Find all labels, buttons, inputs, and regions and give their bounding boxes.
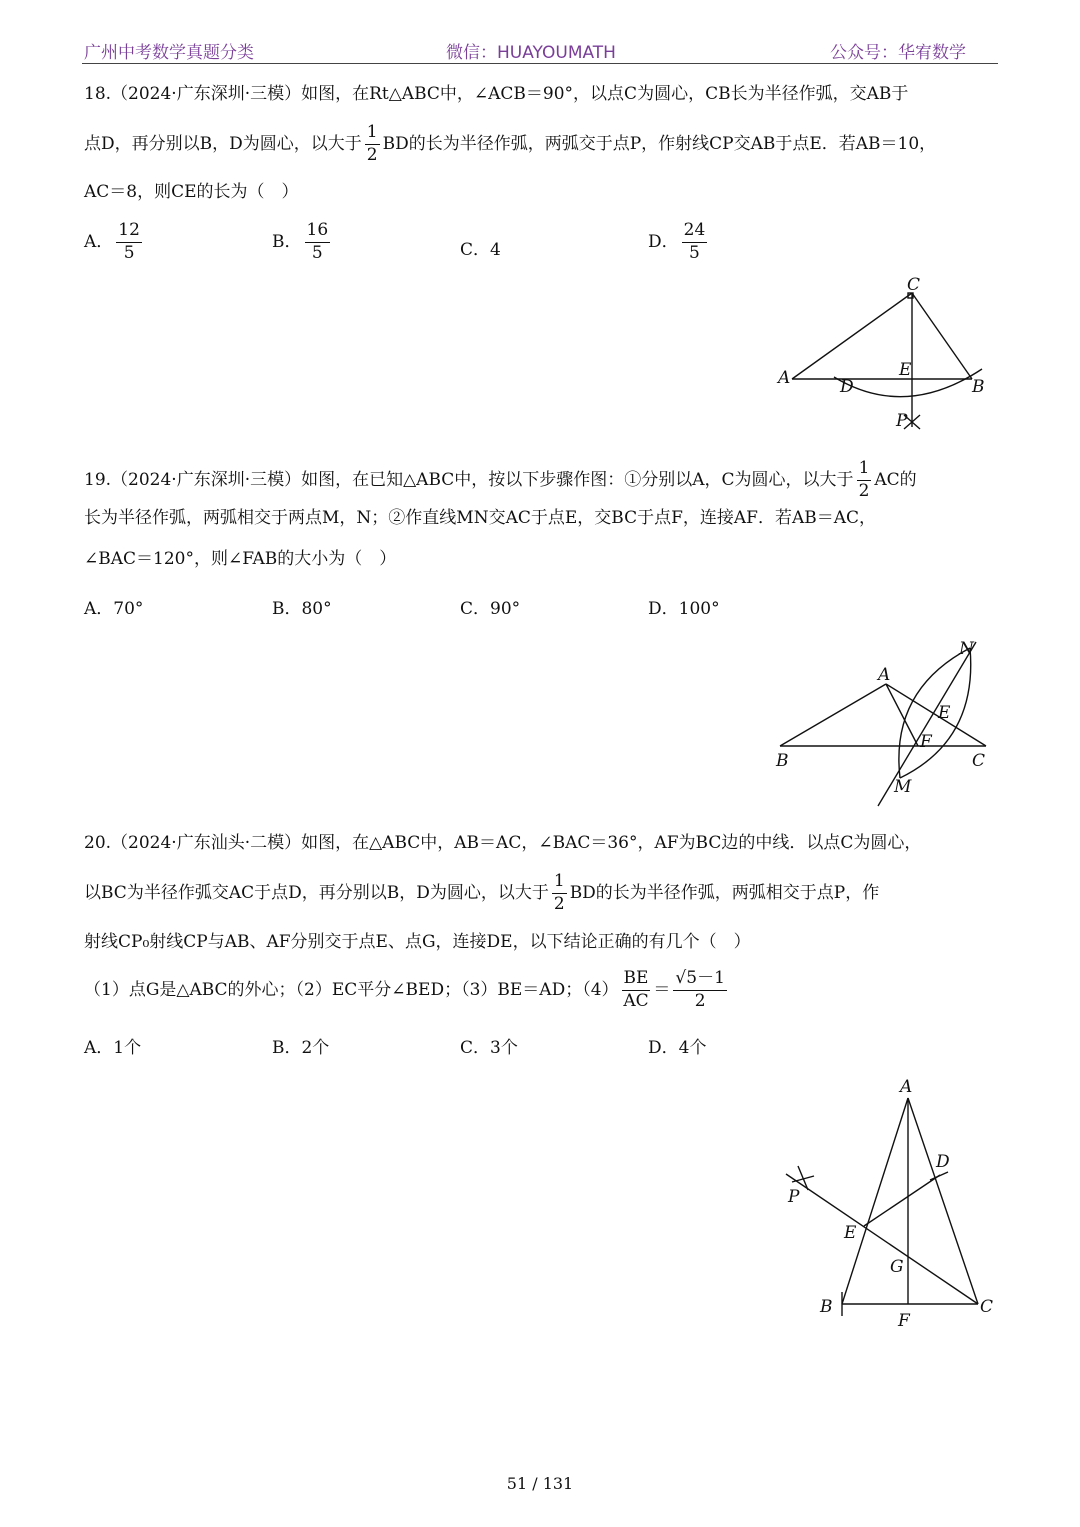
q19-figure — [770, 630, 1010, 810]
q18-line-2b: BD的长为半径作弧，两弧交于点P，作射线CP交AB于点E．若AB＝10， — [382, 133, 937, 154]
q20-line-2a: 以BC为半径作弧交AC于点D，再分别以B，D为圆心，以大于 — [84, 882, 549, 903]
fraction-numerator: BE — [622, 970, 651, 991]
segment-ac — [792, 293, 912, 379]
label-a: A — [900, 1077, 913, 1097]
label-c: C — [980, 1297, 994, 1317]
label-b: B — [776, 751, 789, 771]
q19-line-1b: AC的 — [874, 469, 917, 490]
q20-line-2b: BD的长为半径作弧，两弧相交于点P，作 — [569, 882, 880, 903]
q20-ratio-fraction — [622, 970, 651, 1011]
fraction-denominator: 2 — [553, 893, 565, 914]
fraction-denominator: AC — [623, 990, 649, 1011]
fraction-numerator: 1 — [365, 124, 380, 145]
label-f: F — [920, 732, 932, 752]
label-a: A — [778, 368, 791, 388]
q18-line-2 — [84, 124, 936, 165]
label-m: M — [894, 777, 912, 797]
option-label: A． — [84, 231, 114, 252]
option-fraction — [682, 222, 708, 263]
label-e: E — [899, 360, 912, 380]
q18-half-fraction — [365, 124, 380, 165]
fraction-numerator: 1 — [552, 873, 567, 894]
label-e: E — [938, 703, 951, 723]
label-d: D — [840, 377, 854, 397]
fraction-numerator: 24 — [682, 222, 708, 243]
fraction-numerator: √5－1 — [673, 970, 726, 991]
q20-option-c: C．3个 — [460, 1038, 518, 1058]
q18-line-3: AC＝8，则CE的长为（ ） — [84, 182, 299, 202]
segment-ac — [908, 1098, 978, 1304]
label-b: B — [820, 1297, 833, 1317]
label-a: A — [878, 665, 891, 685]
header-right: 公众号：华宥数学 — [830, 43, 966, 63]
label-n: N — [959, 639, 974, 659]
q20-equals: ＝ — [653, 979, 671, 1000]
fraction-denominator: 2 — [694, 990, 706, 1011]
fraction-denominator: 5 — [311, 242, 323, 263]
q18-option-c: C．4 — [460, 240, 501, 260]
q18-option-d — [648, 222, 710, 263]
page-number: 51 / 131 — [506, 1474, 574, 1493]
fraction-denominator: 2 — [366, 144, 378, 165]
label-e: E — [844, 1223, 857, 1243]
q18-option-a — [84, 222, 145, 263]
ray-cp — [786, 1174, 978, 1304]
option-fraction — [116, 222, 142, 263]
q20-option-a: A．1个 — [84, 1038, 142, 1058]
fraction-numerator: 1 — [857, 460, 872, 481]
q19-line-1 — [84, 460, 917, 501]
fraction-denominator: 5 — [123, 242, 135, 263]
header-center: 微信：HUAYOUMATH — [446, 43, 616, 63]
q20-line-3: 射线CP₀射线CP与AB、AF分别交于点E、点G，连接DE，以下结论正确的有几个（ ） — [84, 932, 751, 952]
header-left: 广州中考数学真题分类 — [84, 43, 254, 63]
line-mn — [878, 642, 976, 806]
q19-option-a: A．70° — [84, 599, 144, 619]
label-g: G — [890, 1257, 904, 1277]
label-p: P — [788, 1187, 800, 1207]
q20-line-4 — [84, 970, 730, 1011]
arc-mark-d — [930, 1172, 948, 1180]
q19-half-fraction — [857, 460, 872, 501]
q20-line-2 — [84, 873, 879, 914]
q19-line-1a: 19.（2024·广东深圳·三模）如图，在已知△ABC中，按以下步骤作图：①分别以A，C为圆心，以大于 — [84, 469, 854, 490]
q18-line-2a: 点D，再分别以B，D为圆心，以大于 — [84, 133, 362, 154]
fraction-numerator: 12 — [116, 222, 142, 243]
q19-option-c: C．90° — [460, 599, 521, 619]
q19-line-3: ∠BAC＝120°，则∠FAB的大小为（ ） — [84, 549, 397, 569]
option-label: B． — [272, 231, 302, 252]
segment-ab — [780, 684, 886, 746]
label-f: F — [898, 1311, 910, 1331]
q20-half-fraction — [552, 873, 567, 914]
q20-golden-fraction — [673, 970, 726, 1011]
label-d: D — [936, 1152, 950, 1172]
fraction-numerator: 16 — [305, 222, 331, 243]
q19-line-2: 长为半径作弧，两弧相交于两点M，N；②作直线MN交AC于点E，交BC于点F，连接AF．若AB＝AC， — [84, 508, 876, 528]
q18-figure — [770, 275, 1010, 435]
q18-option-b — [272, 222, 333, 263]
option-fraction — [305, 222, 331, 263]
q20-figure — [770, 1070, 1010, 1340]
fraction-denominator: 2 — [858, 480, 870, 501]
q20-line-4a: （1）点G是△ABC的外心；（2）EC平分∠BED；（3）BE＝AD；（4） — [84, 979, 619, 1000]
q19-option-b: B．80° — [272, 599, 332, 619]
label-b: B — [972, 377, 985, 397]
option-label: D． — [648, 231, 679, 252]
q18-line-1: 18.（2024·广东深圳·三模）如图，在Rt△ABC中，∠ACB＝90°，以点C为圆心，CB长为半径作弧，交AB于 — [84, 84, 909, 104]
label-p: P — [896, 411, 908, 431]
label-c: C — [972, 751, 986, 771]
q20-option-d: D．4个 — [648, 1038, 707, 1058]
header-divider — [82, 63, 998, 64]
fraction-denominator: 5 — [689, 242, 700, 263]
arc-left — [899, 648, 970, 778]
q20-line-1: 20.（2024·广东汕头·二模）如图，在△ABC中，AB＝AC，∠BAC＝36°，AF为BC边的中线．以点C为圆心， — [84, 833, 922, 853]
q19-option-d: D．100° — [648, 599, 720, 619]
segment-cb — [912, 293, 972, 379]
q20-option-b: B．2个 — [272, 1038, 330, 1058]
label-c: C — [907, 275, 921, 295]
